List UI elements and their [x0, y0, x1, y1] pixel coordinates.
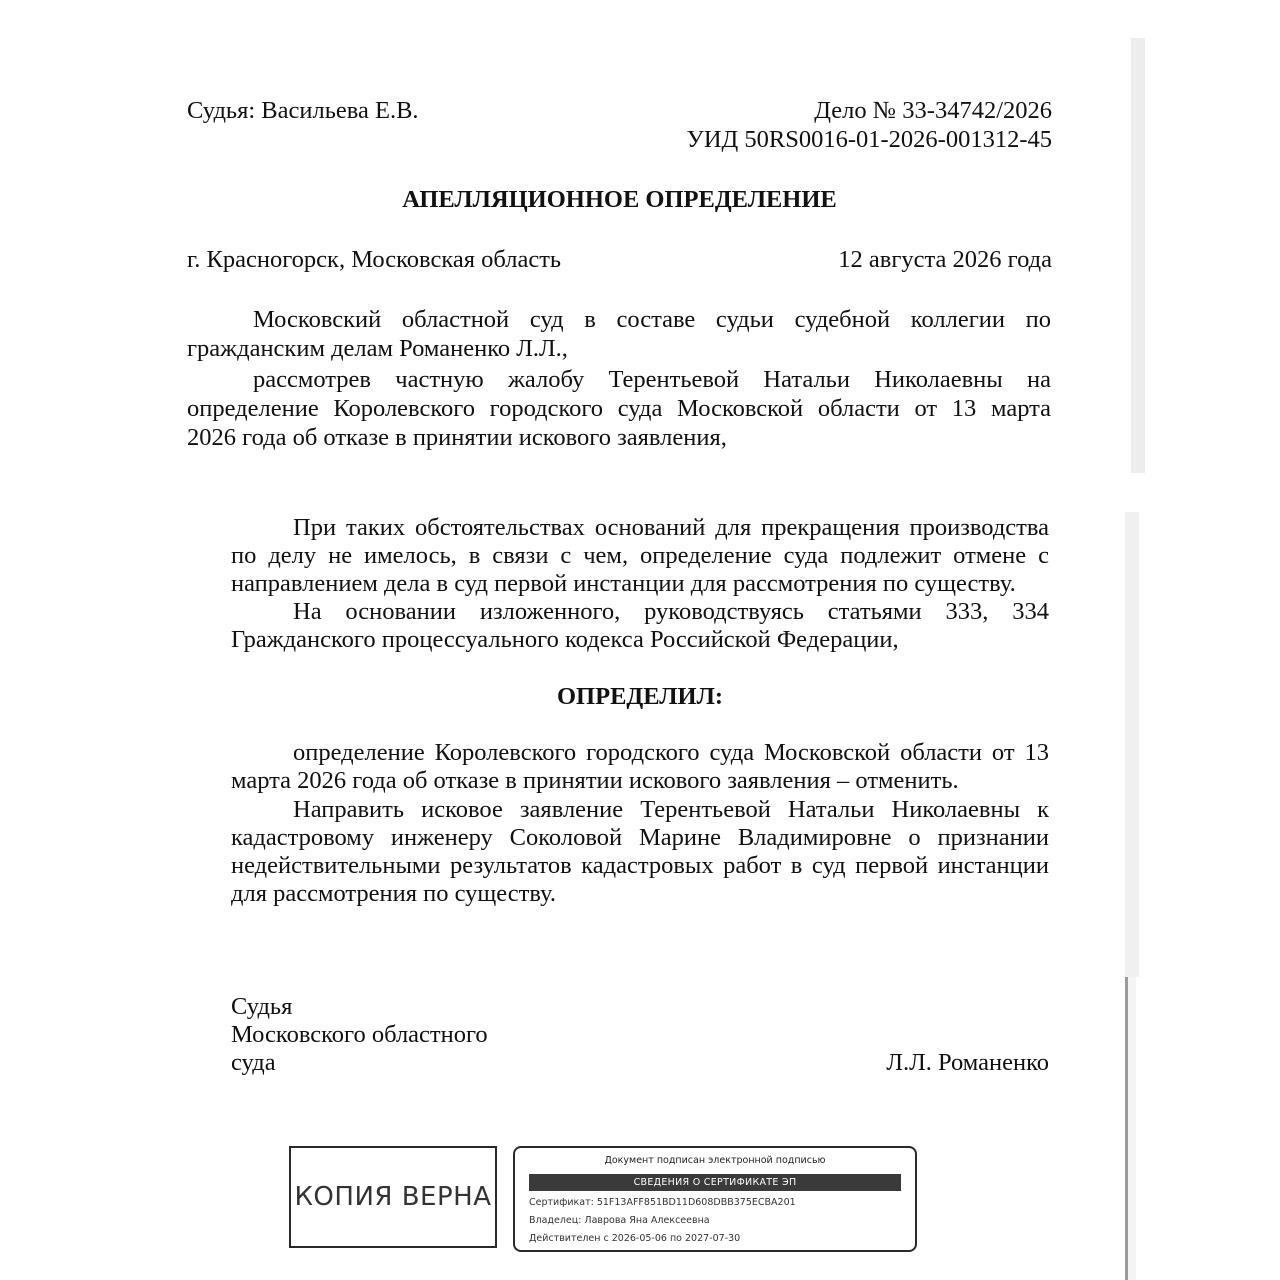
date: 12 августа 2026 года: [838, 246, 1052, 273]
intro-line: Московский областной суд в составе судьи судебной коллегии по: [253, 306, 1051, 333]
e-signature-certificate: Сертификат: 51F13AFF851BD11D608DBB375ECBA201: [529, 1197, 796, 1208]
ruling-line: Направить исковое заявление Терентьевой Натальи Николаевны к: [293, 796, 1049, 823]
e-signature-owner: Владелец: Лаврова Яна Алексеевна: [529, 1215, 710, 1226]
copy-certified-stamp: [289, 1146, 497, 1248]
e-signature-bar: СВЕДЕНИЯ О СЕРТИФИКАТЕ ЭП: [529, 1174, 901, 1191]
intro-line: рассмотрев частную жалобу Терентьевой Натальи Николаевны на: [253, 366, 1051, 393]
ruling-line: для рассмотрения по существу.: [231, 880, 557, 907]
signature-role: Московского областного: [231, 1021, 488, 1048]
scrollbar[interactable]: [1125, 977, 1136, 1280]
signature-role: Судья: [231, 993, 293, 1020]
document-title: АПЕЛЛЯЦИОННОЕ ОПРЕДЕЛЕНИЕ: [402, 186, 837, 213]
ruling-line: кадастровому инженеру Соколовой Марине Владимировне о признании: [231, 824, 1049, 851]
ruling-title: ОПРЕДЕЛИЛ:: [556, 683, 724, 710]
page-edge-strip: [1125, 512, 1139, 977]
e-signature-validity: Действителен с 2026-05-06 по 2027-07-30: [529, 1233, 741, 1244]
intro-line: определение Королевского городского суда Московской области от 13 марта: [187, 395, 1051, 422]
page-edge-strip: [1131, 38, 1145, 473]
reasoning-line: по делу не имелось, в связи с чем, определение суда подлежит отмене с: [231, 542, 1049, 569]
ruling-line: недействительными результатов кадастровых работ в суд первой инстанции: [231, 852, 1049, 879]
reasoning-line: Гражданского процессуального кодекса Российской Федерации,: [231, 626, 899, 653]
e-signature-heading: Документ подписан электронной подписью: [604, 1155, 826, 1166]
judge-name: Судья: Васильева Е.В.: [187, 97, 419, 124]
electronic-signature-stamp: [513, 1146, 917, 1252]
ruling-line: марта 2026 года об отказе в принятии искового заявления – отменить.: [231, 767, 959, 794]
signature-role: суда: [231, 1049, 276, 1076]
case-number: Дело № 33-34742/2026: [814, 97, 1052, 124]
reasoning-line: При таких обстоятельствах оснований для прекращения производства: [293, 514, 1049, 541]
place: г. Красногорск, Московская область: [187, 246, 562, 273]
ruling-line: определение Королевского городского суда Московской области от 13: [293, 739, 1049, 766]
case-uid: УИД 50RS0016-01-2026-001312-45: [686, 126, 1052, 153]
copy-certified-label: КОПИЯ ВЕРНА: [294, 1182, 492, 1212]
intro-line: гражданским делам Романенко Л.Л.,: [187, 335, 568, 362]
reasoning-line: направлением дела в суд первой инстанции для рассмотрения по существу.: [231, 570, 1016, 597]
intro-line: 2026 года об отказе в принятии искового заявления,: [187, 424, 727, 451]
reasoning-line: На основании изложенного, руководствуясь статьями 333, 334: [293, 598, 1049, 625]
signature-name: Л.Л. Романенко: [886, 1049, 1049, 1076]
